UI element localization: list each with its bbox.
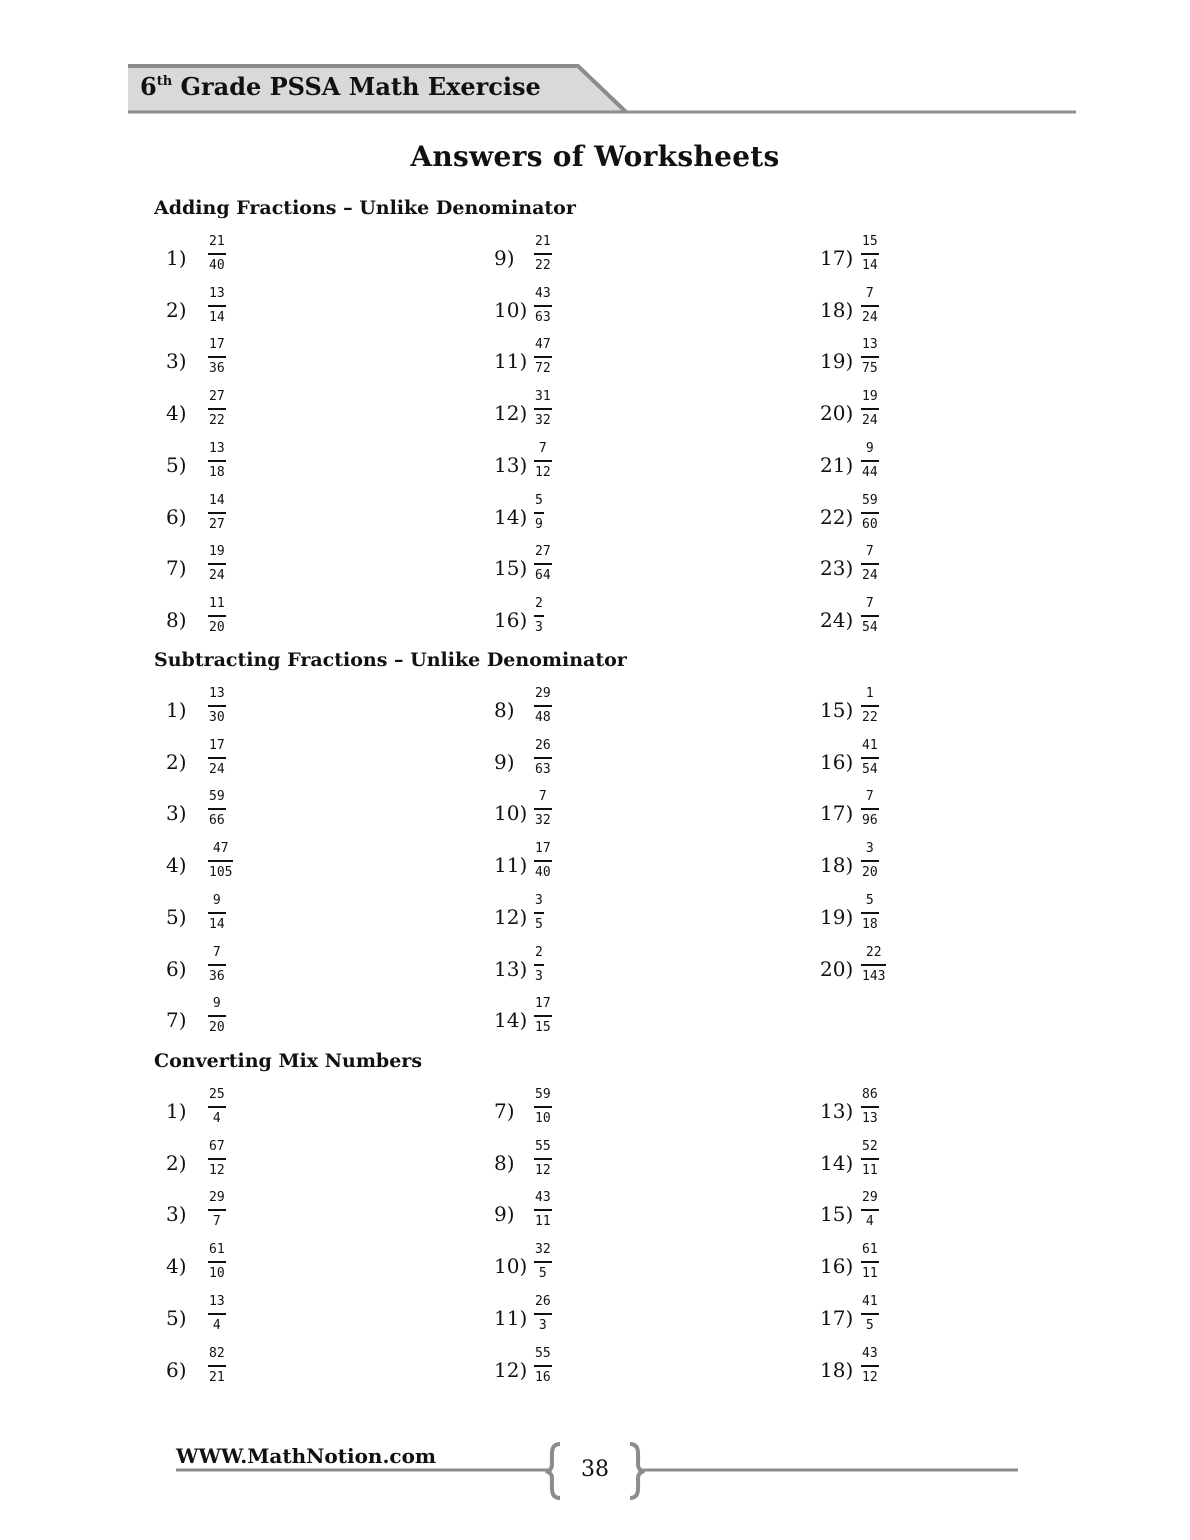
fraction-denominator: 4 [212,1318,221,1333]
answer-fraction [861,686,879,726]
answer-number: 18) [820,298,854,322]
answer-fraction [208,789,226,829]
fraction-numerator: 21 [209,234,225,249]
fraction-numerator: 22 [865,945,882,960]
answer-number: 15) [820,1202,854,1226]
answer-number: 19) [820,905,854,929]
answer-fraction [534,738,552,778]
answer-fraction [534,841,552,881]
answer-number: 14) [494,1008,528,1032]
fraction-denominator: 15 [535,1020,551,1035]
fraction-numerator: 5 [865,893,874,908]
fraction-denominator: 9 [535,517,543,532]
section-heading: Subtracting Fractions – Unlike Denominator [154,649,627,671]
fraction-numerator: 19 [862,389,878,404]
answer-number: 14) [820,1151,854,1175]
fraction-denominator: 4 [212,1111,221,1126]
fraction-denominator: 12 [209,1163,225,1178]
answer-fraction [861,1190,879,1230]
section-heading: Adding Fractions – Unlike Denominator [154,197,576,219]
answer-fraction [534,945,544,985]
answer-fraction [534,596,544,636]
fraction-numerator: 2 [535,945,543,960]
answer-number: 4) [166,401,187,425]
fraction-numerator: 25 [209,1087,225,1102]
fraction-numerator: 59 [862,493,878,508]
answer-fraction [208,686,226,726]
fraction-denominator: 24 [209,568,225,583]
fraction-denominator: 48 [535,710,551,725]
answer-fraction [534,893,544,933]
fraction-numerator: 29 [209,1190,225,1205]
answer-number: 12) [494,401,528,425]
fraction-numerator: 7 [538,789,547,804]
answer-fraction [861,441,879,481]
answer-fraction [861,738,879,778]
answer-number: 6) [166,1358,187,1382]
fraction-numerator: 55 [535,1139,551,1154]
fraction-numerator: 11 [209,596,225,611]
fraction-numerator: 59 [535,1087,551,1102]
fraction-denominator: 4 [865,1214,874,1229]
fraction-denominator: 32 [535,413,551,428]
answer-fraction [208,1190,226,1230]
answer-fraction [861,389,879,429]
answer-fraction [208,234,226,274]
answer-number: 7) [166,1008,187,1032]
answer-number: 17) [820,801,854,825]
fraction-numerator: 29 [862,1190,878,1205]
answer-number: 14) [494,505,528,529]
fraction-denominator: 5 [535,917,543,932]
fraction-denominator: 16 [535,1370,551,1385]
fraction-denominator: 63 [535,762,551,777]
answer-fraction [208,1346,226,1386]
answer-number: 13) [494,957,528,981]
fraction-denominator: 3 [538,1318,547,1333]
answer-fraction [534,1242,552,1282]
answer-fraction [208,1294,226,1334]
fraction-numerator: 13 [862,337,878,352]
answer-number: 19) [820,349,854,373]
answer-number: 8) [494,698,515,722]
fraction-denominator: 54 [862,762,878,777]
answer-fraction [861,234,879,274]
answer-fraction [534,286,552,326]
fraction-numerator: 47 [212,841,229,856]
fraction-denominator: 11 [535,1214,551,1229]
answer-number: 20) [820,401,854,425]
fraction-denominator: 14 [209,917,225,932]
answer-number: 2) [166,298,187,322]
answer-fraction [208,389,226,429]
fraction-numerator: 17 [535,996,551,1011]
fraction-numerator: 17 [209,337,225,352]
answer-number: 23) [820,556,854,580]
answer-number: 13) [494,453,528,477]
fraction-numerator: 43 [862,1346,878,1361]
answer-number: 10) [494,1254,528,1278]
fraction-numerator: 31 [535,389,551,404]
fraction-numerator: 61 [862,1242,878,1257]
fraction-denominator: 12 [535,1163,551,1178]
answer-number: 2) [166,1151,187,1175]
fraction-denominator: 143 [862,969,886,984]
answer-number: 7) [494,1099,515,1123]
fraction-numerator: 86 [862,1087,878,1102]
fraction-denominator: 5 [538,1266,547,1281]
fraction-denominator: 13 [862,1111,878,1126]
fraction-numerator: 9 [865,441,874,456]
fraction-denominator: 63 [535,310,551,325]
answer-fraction [208,441,226,481]
fraction-numerator: 43 [535,286,551,301]
fraction-numerator: 47 [535,337,551,352]
fraction-denominator: 105 [209,865,233,880]
answer-fraction [208,945,226,985]
answer-fraction [534,389,552,429]
answer-fraction [208,596,226,636]
answer-fraction [534,1139,552,1179]
answer-number: 13) [820,1099,854,1123]
answer-number: 3) [166,349,187,373]
answer-fraction [534,996,552,1036]
fraction-denominator: 96 [862,813,878,828]
fraction-denominator: 22 [862,710,878,725]
fraction-numerator: 55 [535,1346,551,1361]
fraction-denominator: 72 [535,361,551,376]
fraction-denominator: 54 [862,620,878,635]
fraction-denominator: 7 [212,1214,221,1229]
answer-number: 8) [494,1151,515,1175]
footer-url: WWW.MathNotion.com [176,1444,437,1468]
answer-number: 12) [494,1358,528,1382]
fraction-denominator: 36 [209,969,225,984]
fraction-denominator: 36 [209,361,225,376]
fraction-denominator: 44 [862,465,878,480]
answer-number: 8) [166,608,187,632]
fraction-denominator: 3 [535,620,543,635]
fraction-denominator: 22 [209,413,225,428]
answer-number: 18) [820,1358,854,1382]
header-banner [0,0,1190,130]
fraction-numerator: 9 [212,893,221,908]
answer-fraction [861,596,879,636]
fraction-denominator: 30 [209,710,225,725]
answer-number: 1) [166,246,187,270]
section-heading: Converting Mix Numbers [154,1050,423,1072]
fraction-denominator: 27 [209,517,225,532]
answer-number: 15) [820,698,854,722]
fraction-numerator: 14 [209,493,225,508]
fraction-denominator: 40 [535,865,551,880]
answer-number: 3) [166,1202,187,1226]
answer-fraction [861,1087,879,1127]
fraction-denominator: 24 [862,310,878,325]
answer-fraction [861,945,886,985]
fraction-numerator: 2 [535,596,543,611]
answer-fraction [208,286,226,326]
fraction-numerator: 15 [862,234,878,249]
answer-fraction [208,337,226,377]
fraction-numerator: 3 [865,841,874,856]
fraction-denominator: 11 [862,1266,878,1281]
fraction-numerator: 26 [535,738,551,753]
fraction-numerator: 82 [209,1346,225,1361]
answer-number: 17) [820,1306,854,1330]
answer-fraction [861,544,879,584]
answer-number: 9) [494,1202,515,1226]
fraction-denominator: 20 [209,620,225,635]
fraction-numerator: 32 [535,1242,551,1257]
fraction-numerator: 61 [209,1242,225,1257]
fraction-denominator: 24 [862,568,878,583]
answer-number: 16) [820,750,854,774]
answer-number: 1) [166,698,187,722]
answer-number: 4) [166,1254,187,1278]
answer-number: 9) [494,246,515,270]
fraction-numerator: 13 [209,441,225,456]
fraction-numerator: 17 [535,841,551,856]
answer-fraction [534,337,552,377]
answer-number: 6) [166,505,187,529]
fraction-numerator: 41 [862,738,878,753]
answer-number: 20) [820,957,854,981]
answer-number: 5) [166,905,187,929]
answer-fraction [208,1242,226,1282]
answer-fraction [208,738,226,778]
fraction-denominator: 75 [862,361,878,376]
fraction-denominator: 10 [535,1111,551,1126]
fraction-numerator: 7 [865,286,874,301]
answer-fraction [861,789,879,829]
fraction-numerator: 59 [209,789,225,804]
fraction-denominator: 18 [862,917,878,932]
answer-fraction [861,841,879,881]
answer-number: 1) [166,1099,187,1123]
answer-fraction [208,493,226,533]
fraction-denominator: 12 [862,1370,878,1385]
fraction-denominator: 24 [862,413,878,428]
answer-number: 11) [494,853,528,877]
answer-number: 18) [820,853,854,877]
fraction-numerator: 21 [535,234,551,249]
answer-fraction [861,893,879,933]
answer-number: 17) [820,246,854,270]
answer-fraction [534,544,552,584]
answer-fraction [861,1294,879,1334]
fraction-numerator: 41 [862,1294,878,1309]
fraction-denominator: 11 [862,1163,878,1178]
answer-fraction [861,1139,879,1179]
fraction-numerator: 17 [209,738,225,753]
fraction-denominator: 21 [209,1370,225,1385]
answer-number: 22) [820,505,854,529]
answer-fraction [208,1139,226,1179]
fraction-numerator: 27 [209,389,225,404]
fraction-numerator: 13 [209,1294,225,1309]
fraction-denominator: 64 [535,568,551,583]
answer-number: 10) [494,298,528,322]
answer-fraction [861,1242,879,1282]
answer-fraction [208,1087,226,1127]
answer-number: 3) [166,801,187,825]
fraction-denominator: 60 [862,517,878,532]
answer-fraction [861,493,879,533]
answer-fraction [208,544,226,584]
answer-number: 15) [494,556,528,580]
fraction-numerator: 1 [865,686,874,701]
fraction-numerator: 7 [865,596,874,611]
fraction-numerator: 7 [865,789,874,804]
fraction-denominator: 40 [209,258,225,273]
answer-number: 5) [166,1306,187,1330]
fraction-numerator: 26 [535,1294,551,1309]
answer-fraction [534,493,544,533]
fraction-denominator: 20 [209,1020,225,1035]
fraction-denominator: 24 [209,762,225,777]
fraction-numerator: 7 [212,945,221,960]
answer-fraction [861,337,879,377]
answer-fraction [534,789,552,829]
answer-fraction [534,686,552,726]
page-number: 38 [581,1457,609,1482]
fraction-denominator: 12 [535,465,551,480]
answer-fraction [534,441,552,481]
fraction-denominator: 5 [865,1318,874,1333]
fraction-denominator: 32 [535,813,551,828]
answer-number: 10) [494,801,528,825]
fraction-numerator: 13 [209,286,225,301]
answer-fraction [534,1087,552,1127]
answer-fraction [534,234,552,274]
answer-number: 7) [166,556,187,580]
fraction-numerator: 27 [535,544,551,559]
header-title: 6th Grade PSSA Math Exercise [140,72,541,101]
fraction-numerator: 3 [535,893,543,908]
answer-number: 2) [166,750,187,774]
fraction-numerator: 9 [212,996,221,1011]
fraction-denominator: 18 [209,465,225,480]
answer-fraction [534,1294,552,1334]
fraction-denominator: 66 [209,813,225,828]
fraction-numerator: 19 [209,544,225,559]
answer-fraction [534,1346,552,1386]
fraction-numerator: 5 [535,493,543,508]
answer-fraction [861,286,879,326]
answer-number: 24) [820,608,854,632]
answer-number: 16) [820,1254,854,1278]
answer-number: 21) [820,453,854,477]
fraction-numerator: 43 [535,1190,551,1205]
answer-fraction [208,996,226,1036]
fraction-denominator: 20 [862,865,878,880]
answer-fraction [208,841,233,881]
fraction-numerator: 7 [865,544,874,559]
answer-fraction [534,1190,552,1230]
fraction-numerator: 7 [538,441,547,456]
answer-fraction [208,893,226,933]
answer-fraction [861,1346,879,1386]
answer-number: 9) [494,750,515,774]
fraction-denominator: 10 [209,1266,225,1281]
answer-number: 4) [166,853,187,877]
fraction-denominator: 14 [862,258,878,273]
answer-number: 12) [494,905,528,929]
fraction-numerator: 67 [209,1139,225,1154]
fraction-numerator: 13 [209,686,225,701]
fraction-numerator: 29 [535,686,551,701]
answer-number: 5) [166,453,187,477]
answer-number: 16) [494,608,528,632]
page-title: Answers of Worksheets [410,140,780,173]
fraction-denominator: 3 [535,969,543,984]
answer-number: 6) [166,957,187,981]
fraction-denominator: 22 [535,258,551,273]
fraction-denominator: 14 [209,310,225,325]
answer-number: 11) [494,349,528,373]
answer-number: 11) [494,1306,528,1330]
fraction-numerator: 52 [862,1139,878,1154]
